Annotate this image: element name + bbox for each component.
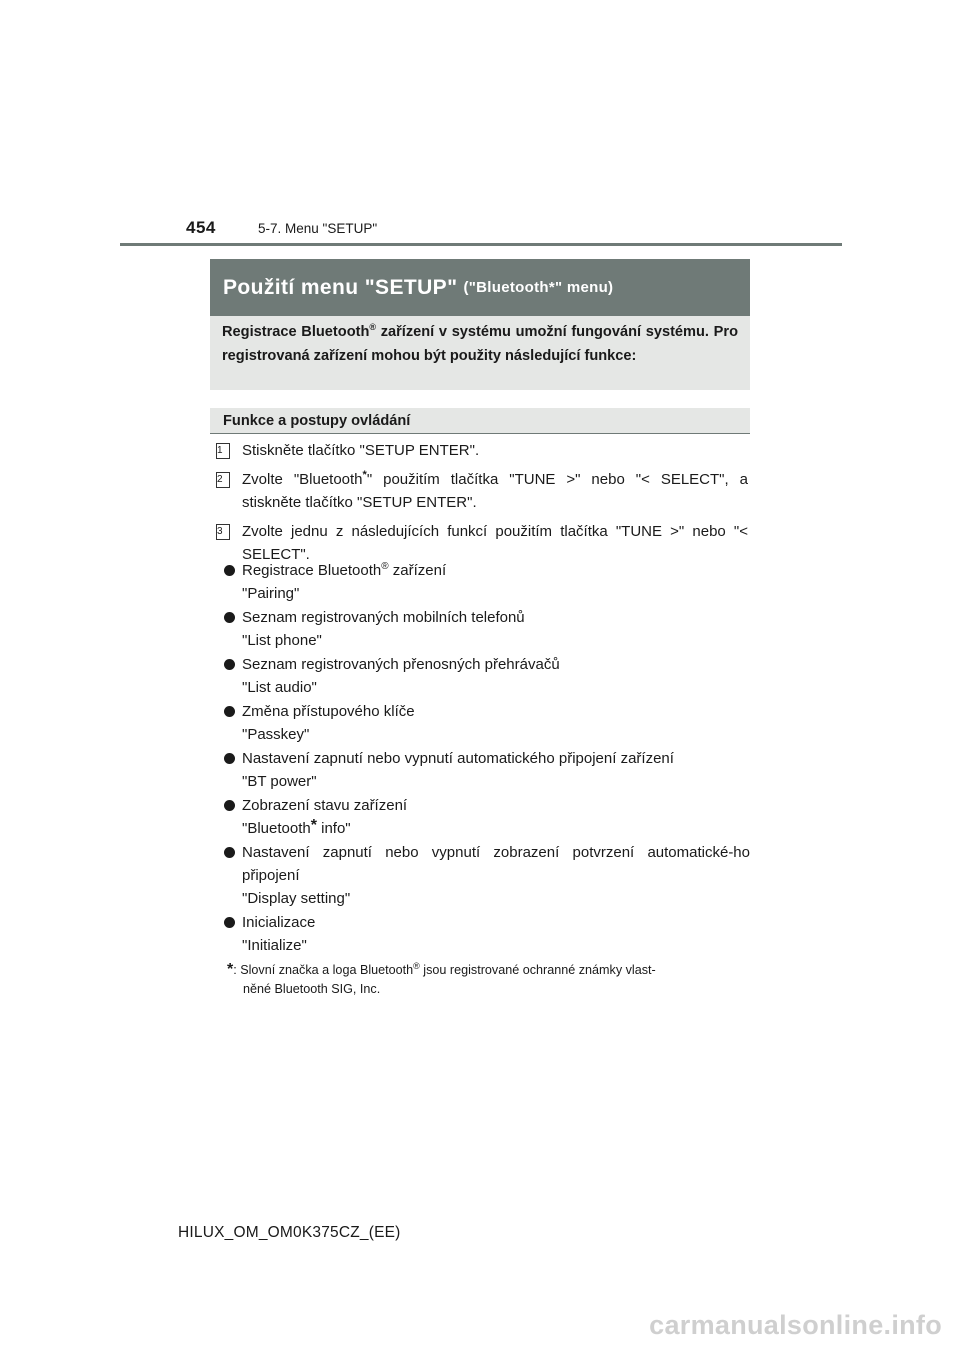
bullet-icon xyxy=(224,847,235,858)
option-menu-item: "Passkey" xyxy=(242,726,310,743)
footnote-asterisk: * xyxy=(227,961,234,978)
option-desc-a: Registrace Bluetooth xyxy=(242,562,382,579)
step-list xyxy=(216,439,748,572)
asterisk-mark: * xyxy=(362,469,367,481)
page-number: 454 xyxy=(186,218,216,237)
bullet-icon xyxy=(224,706,235,717)
step-item xyxy=(216,468,748,514)
option-desc: Nastavení zapnutí nebo vypnutí zobrazení potvrzení automatické-ho připojení xyxy=(242,844,750,884)
option-desc: Inicializace xyxy=(242,914,316,931)
option-desc: Nastavení zapnutí nebo vypnutí automatického připojení zařízení xyxy=(242,750,674,767)
list-item xyxy=(222,700,750,746)
watermark: carmanualsonline.info xyxy=(649,1310,942,1340)
footnote-text-2: jsou registrované ochranné známky vlast- xyxy=(419,963,656,977)
bullet-icon xyxy=(224,917,235,928)
section-reference: 5-7. Menu "SETUP" xyxy=(258,221,378,236)
bullet-icon xyxy=(224,800,235,811)
subheading: Funkce a postupy ovládání xyxy=(210,408,750,434)
option-menu-item: "Initialize" xyxy=(242,937,307,954)
footnote xyxy=(227,960,747,999)
registered-mark: ® xyxy=(369,322,377,333)
list-item xyxy=(222,606,750,652)
intro-box xyxy=(210,316,750,390)
list-item xyxy=(222,911,750,957)
option-desc: Zobrazení stavu zařízení xyxy=(242,797,408,814)
option-menu-item: "List audio" xyxy=(242,679,317,696)
option-menu-item: "BT power" xyxy=(242,773,317,790)
list-item xyxy=(222,794,750,840)
list-item xyxy=(222,559,750,605)
list-item xyxy=(222,841,750,910)
list-item xyxy=(222,653,750,699)
option-menu-item-a: "Bluetooth xyxy=(242,820,311,837)
footnote-line-2: něné Bluetooth SIG, Inc. xyxy=(243,982,381,996)
option-desc-b: zařízení xyxy=(388,562,447,579)
option-menu-item-b: info" xyxy=(316,820,351,837)
step-text-b: " použitím tlačítka "TUNE >" nebo "< SELECT", a stiskněte tlačítko "SETUP ENTER". xyxy=(242,471,748,511)
document-code: HILUX_OM_OM0K375CZ_(EE) xyxy=(178,1224,401,1241)
step-number-badge: 2 xyxy=(216,472,230,488)
step-number-badge: 1 xyxy=(216,443,230,459)
header-rule xyxy=(120,243,842,246)
bullet-icon xyxy=(224,612,235,623)
list-item xyxy=(222,747,750,793)
option-list xyxy=(222,559,750,958)
step-number-badge: 3 xyxy=(216,524,230,540)
step-text: Zvolte jednu z následujících funkcí použitím tlačítka "TUNE >" nebo "< SELECT". xyxy=(242,523,748,563)
section-title: Použití menu "SETUP" xyxy=(223,275,458,299)
step-text: Stiskněte tlačítko "SETUP ENTER". xyxy=(242,442,480,459)
bullet-icon xyxy=(224,753,235,764)
option-menu-item: "Pairing" xyxy=(242,585,300,602)
option-menu-item: "Display setting" xyxy=(242,890,351,907)
intro-text-2: zařízení v systému umožní fungování systému. Pro registrovaná zařízení mohou být použity následující funkce: xyxy=(222,324,738,364)
footnote-text-1: : Slovní značka a loga Bluetooth xyxy=(233,963,414,977)
step-item xyxy=(216,439,748,462)
bullet-icon xyxy=(224,565,235,576)
section-title-sub: ("Bluetooth*" menu) xyxy=(463,279,614,296)
asterisk-mark: * xyxy=(310,817,317,834)
intro-text-1: Registrace Bluetooth xyxy=(222,324,370,340)
step-text-a: Zvolte "Bluetooth xyxy=(242,471,363,488)
section-title-bar xyxy=(210,259,750,316)
registered-mark: ® xyxy=(381,561,389,572)
registered-mark: ® xyxy=(413,960,420,971)
option-desc: Seznam registrovaných mobilních telefonů xyxy=(242,609,525,626)
option-desc: Seznam registrovaných přenosných přehrávačů xyxy=(242,656,560,673)
option-desc: Změna přístupového klíče xyxy=(242,703,415,720)
bullet-icon xyxy=(224,659,235,670)
option-menu-item: "List phone" xyxy=(242,632,322,649)
